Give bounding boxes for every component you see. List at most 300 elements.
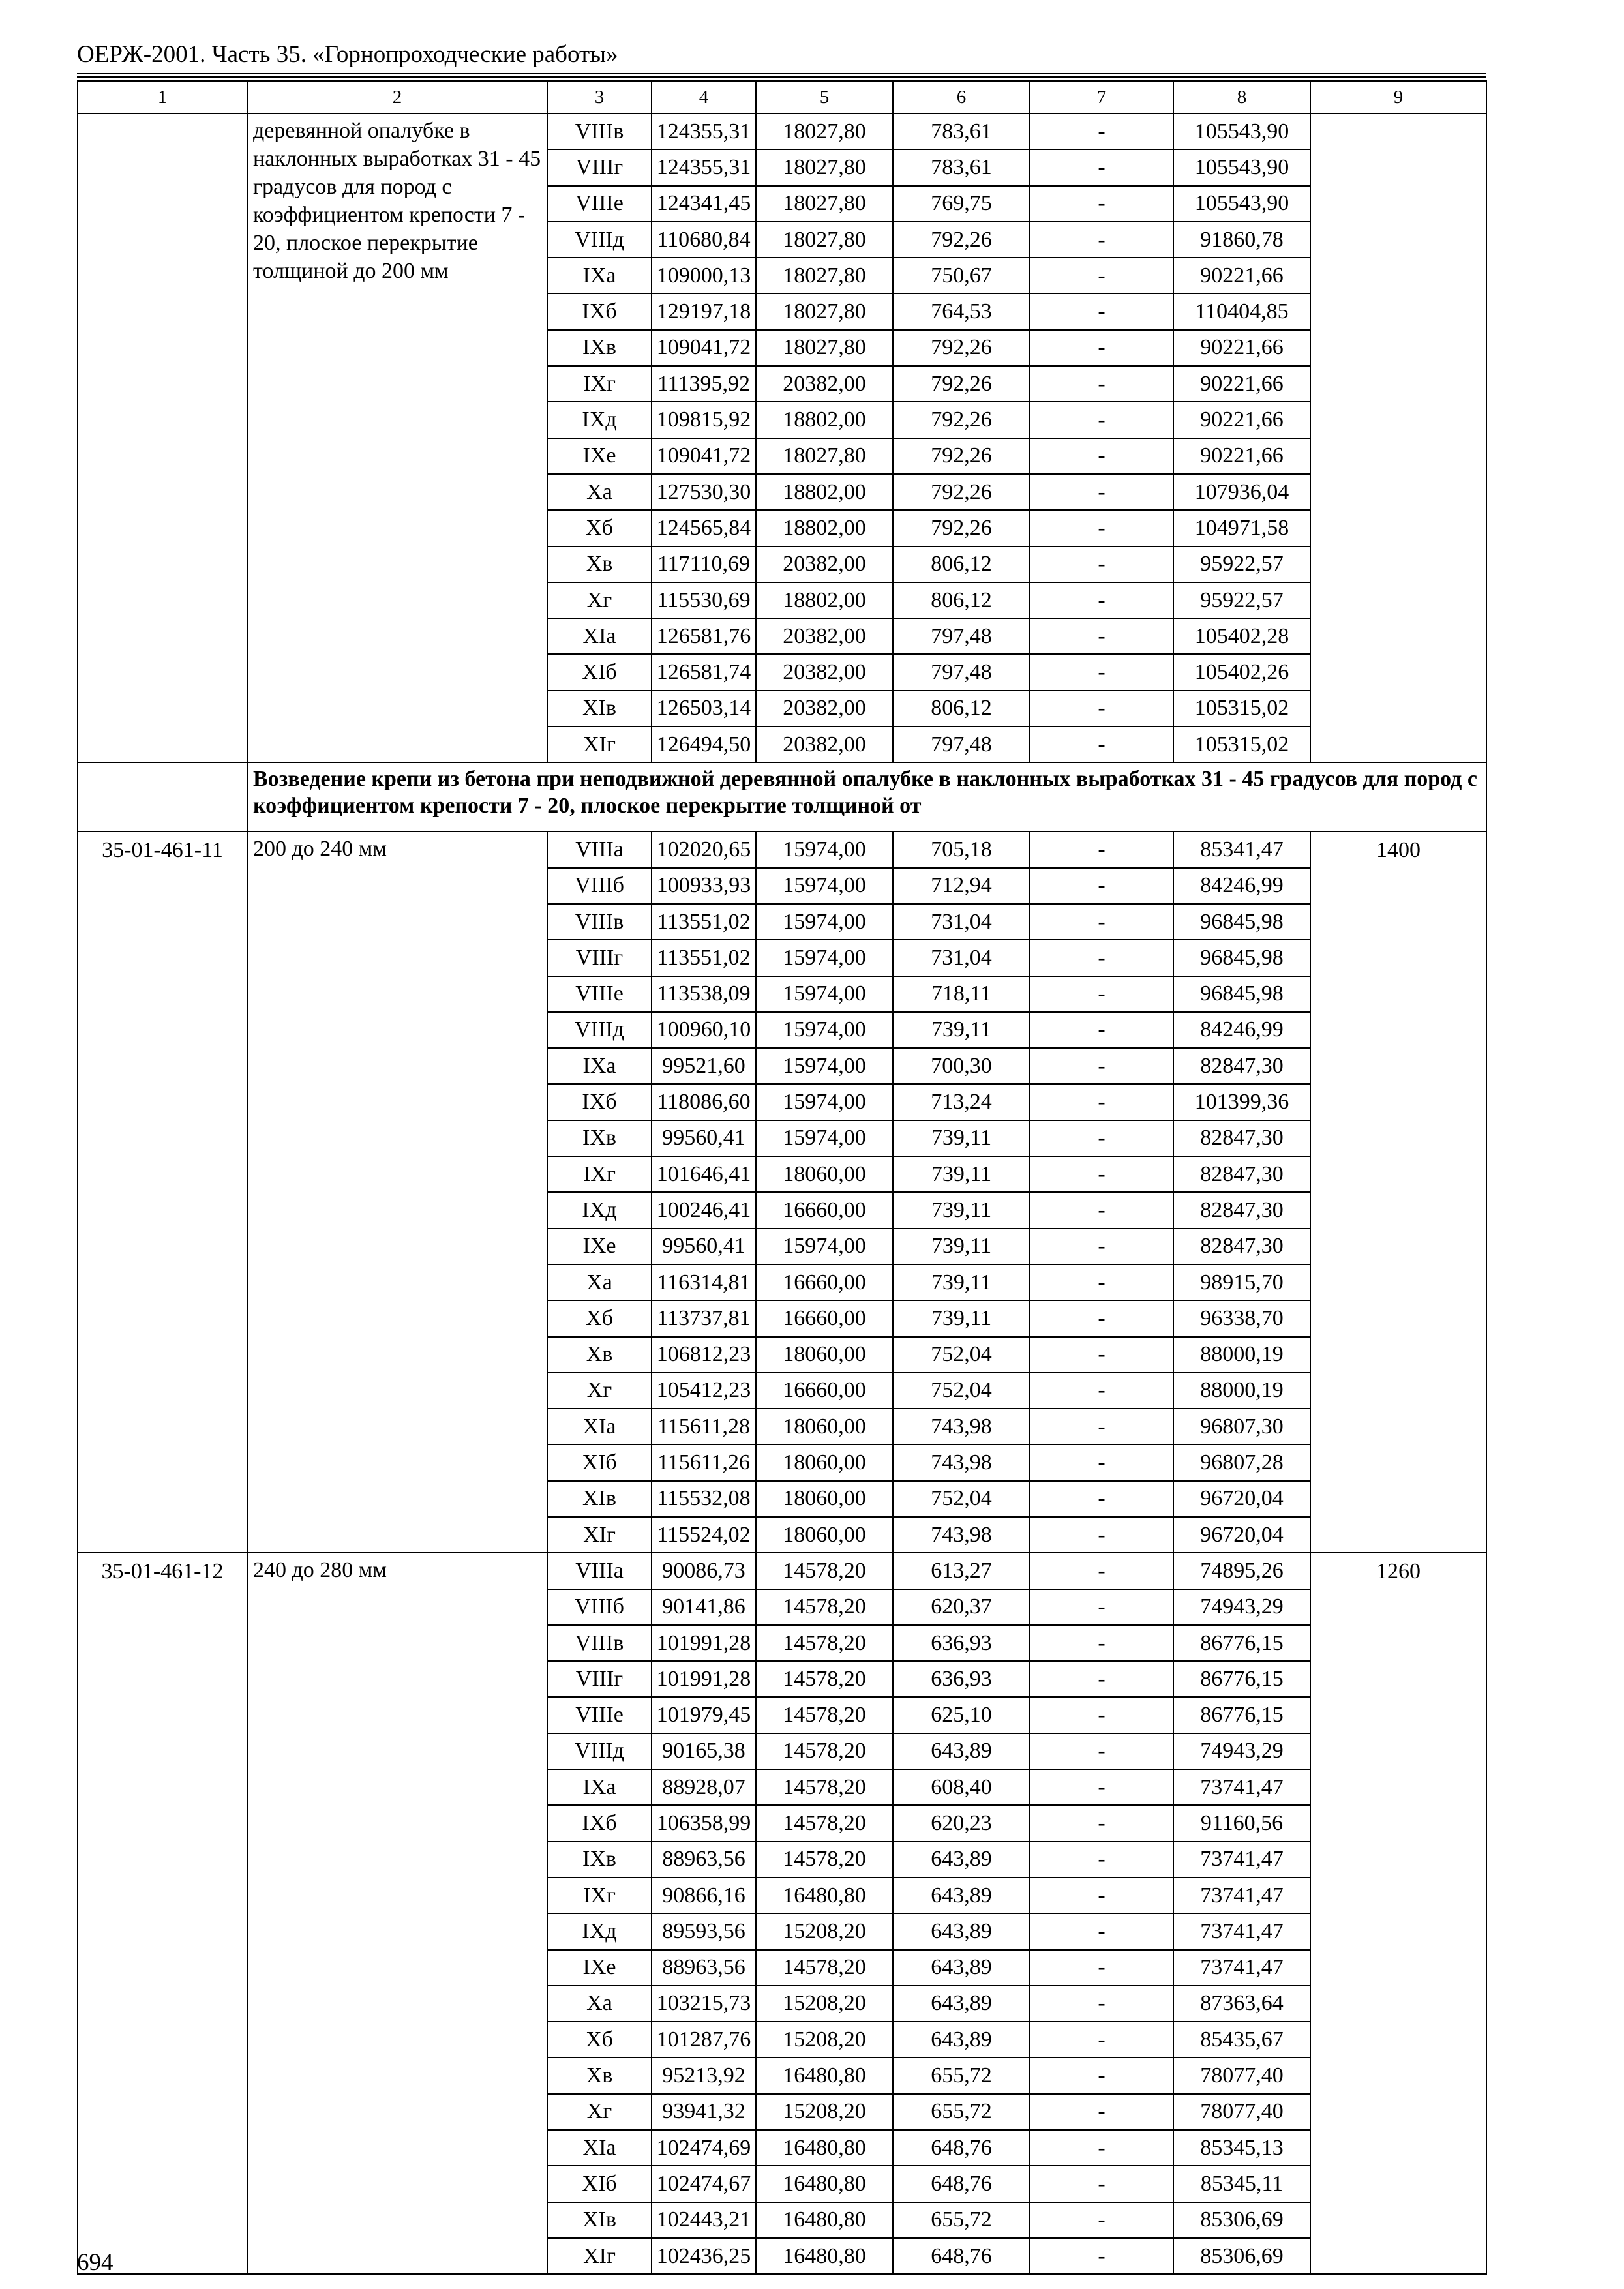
driver-wages-cell: -: [1030, 1444, 1173, 1480]
section-title: Возведение крепи из бетона при неподвижной деревянной опалубке в наклонных выработках 31 - 45 градусов для пород с коэффициентом крепости 7 - 20, плоское перекрытие толщиной от: [247, 762, 1486, 831]
materials-cost-cell: 96807,30: [1173, 1409, 1310, 1444]
driver-wages-cell: -: [1030, 1120, 1173, 1156]
rock-category-cell: IXб: [547, 1805, 652, 1841]
column-number-row: [78, 81, 1486, 113]
wages-cell: 14578,20: [756, 1842, 893, 1878]
machine-cost-cell: 792,26: [893, 438, 1030, 474]
rock-category-cell: Xг: [547, 1373, 652, 1409]
machine-cost-cell: 655,72: [893, 2094, 1030, 2130]
total-cost-cell: 126581,74: [652, 654, 756, 690]
rock-category-cell: XIа: [547, 618, 652, 654]
driver-wages-cell: -: [1030, 2057, 1173, 2093]
wages-cell: 16480,80: [756, 2130, 893, 2166]
total-cost-cell: 129197,18: [652, 293, 756, 329]
materials-cost-cell: 96845,98: [1173, 976, 1310, 1012]
materials-cost-cell: 95922,57: [1173, 582, 1310, 618]
machine-cost-cell: 743,98: [893, 1409, 1030, 1444]
rock-category-cell: VIIIе: [547, 186, 652, 222]
materials-cost-cell: 88000,19: [1173, 1373, 1310, 1409]
total-cost-cell: 90866,16: [652, 1878, 756, 1913]
total-cost-cell: 115530,69: [652, 582, 756, 618]
wages-cell: 18027,80: [756, 149, 893, 185]
wages-cell: 16660,00: [756, 1264, 893, 1300]
work-description: деревянной опалубке в наклонных выработках 31 - 45 градусов для пород с коэффициентом крепости 7 - 20, плоское перекрытие толщиной до 200 мм: [247, 113, 547, 762]
wages-cell: 18027,80: [756, 113, 893, 149]
wages-cell: 18802,00: [756, 510, 893, 546]
total-cost-cell: 101646,41: [652, 1156, 756, 1192]
rock-category-cell: VIIIд: [547, 1733, 652, 1769]
column-number: 5: [756, 81, 893, 113]
wages-cell: 20382,00: [756, 618, 893, 654]
machine-cost-cell: 648,76: [893, 2238, 1030, 2274]
materials-cost-cell: 98915,70: [1173, 1264, 1310, 1300]
wages-cell: 20382,00: [756, 366, 893, 402]
wages-cell: 16480,80: [756, 1878, 893, 1913]
materials-cost-cell: 105315,02: [1173, 726, 1310, 762]
rock-category-cell: VIIIе: [547, 976, 652, 1012]
wages-cell: 14578,20: [756, 1661, 893, 1697]
rock-category-cell: IXг: [547, 1156, 652, 1192]
materials-cost-cell: 82847,30: [1173, 1156, 1310, 1192]
materials-cost-cell: 90221,66: [1173, 258, 1310, 293]
rock-category-cell: XIб: [547, 2166, 652, 2202]
wages-cell: 18060,00: [756, 1156, 893, 1192]
rock-category-cell: Xб: [547, 1300, 652, 1336]
machine-cost-cell: 792,26: [893, 366, 1030, 402]
driver-wages-cell: -: [1030, 691, 1173, 726]
wages-cell: 16660,00: [756, 1192, 893, 1228]
materials-cost-cell: 104971,58: [1173, 510, 1310, 546]
driver-wages-cell: -: [1030, 149, 1173, 185]
wages-cell: 16480,80: [756, 2202, 893, 2238]
column-number: 2: [247, 81, 547, 113]
total-cost-cell: 102474,69: [652, 2130, 756, 2166]
machine-cost-cell: 783,61: [893, 113, 1030, 149]
wages-cell: 16660,00: [756, 1373, 893, 1409]
rock-category-cell: VIIIв: [547, 113, 652, 149]
driver-wages-cell: -: [1030, 2238, 1173, 2274]
rock-category-cell: IXд: [547, 1192, 652, 1228]
machine-cost-cell: 792,26: [893, 402, 1030, 438]
materials-cost-cell: 87363,64: [1173, 1986, 1310, 2022]
machine-cost-cell: 713,24: [893, 1084, 1030, 1120]
total-cost-cell: 124355,31: [652, 149, 756, 185]
driver-wages-cell: -: [1030, 546, 1173, 582]
materials-cost-cell: 96845,98: [1173, 940, 1310, 976]
machine-cost-cell: 643,89: [893, 2022, 1030, 2057]
wages-cell: 18060,00: [756, 1444, 893, 1480]
materials-cost-cell: 74943,29: [1173, 1733, 1310, 1769]
materials-cost-cell: 90221,66: [1173, 438, 1310, 474]
materials-cost-cell: 105402,28: [1173, 618, 1310, 654]
driver-wages-cell: -: [1030, 582, 1173, 618]
rock-category-cell: IXг: [547, 1878, 652, 1913]
rock-category-cell: IXе: [547, 438, 652, 474]
wages-cell: 18802,00: [756, 582, 893, 618]
total-cost-cell: 117110,69: [652, 546, 756, 582]
wages-cell: 15974,00: [756, 940, 893, 976]
machine-cost-cell: 643,89: [893, 1878, 1030, 1913]
wages-cell: 20382,00: [756, 726, 893, 762]
driver-wages-cell: -: [1030, 1012, 1173, 1048]
rock-category-cell: Xг: [547, 582, 652, 618]
total-cost-cell: 124565,84: [652, 510, 756, 546]
wages-cell: 18802,00: [756, 402, 893, 438]
machine-cost-cell: 700,30: [893, 1048, 1030, 1084]
materials-cost-cell: 82847,30: [1173, 1120, 1310, 1156]
total-cost-cell: 90165,38: [652, 1733, 756, 1769]
machine-cost-cell: 643,89: [893, 1842, 1030, 1878]
total-cost-cell: 109041,72: [652, 330, 756, 366]
machine-cost-cell: 769,75: [893, 186, 1030, 222]
driver-wages-cell: -: [1030, 330, 1173, 366]
driver-wages-cell: -: [1030, 293, 1173, 329]
wages-cell: 15974,00: [756, 1120, 893, 1156]
total-cost-cell: 126494,50: [652, 726, 756, 762]
machine-cost-cell: 613,27: [893, 1553, 1030, 1589]
materials-cost-cell: 82847,30: [1173, 1192, 1310, 1228]
wages-cell: 14578,20: [756, 1697, 893, 1733]
machine-cost-cell: 783,61: [893, 149, 1030, 185]
driver-wages-cell: -: [1030, 726, 1173, 762]
rock-category-cell: XIг: [547, 1517, 652, 1553]
wages-cell: 14578,20: [756, 1625, 893, 1661]
wages-cell: 14578,20: [756, 1553, 893, 1589]
driver-wages-cell: -: [1030, 1264, 1173, 1300]
wages-cell: 18027,80: [756, 222, 893, 258]
rock-category-cell: Xг: [547, 2094, 652, 2130]
rock-category-cell: IXб: [547, 293, 652, 329]
total-cost-cell: 90141,86: [652, 1589, 756, 1625]
rock-category-cell: XIб: [547, 654, 652, 690]
driver-wages-cell: -: [1030, 976, 1173, 1012]
rock-category-cell: VIIIб: [547, 1589, 652, 1625]
rock-category-cell: XIб: [547, 1444, 652, 1480]
total-cost-cell: 111395,92: [652, 366, 756, 402]
driver-wages-cell: -: [1030, 1589, 1173, 1625]
rock-category-cell: Xв: [547, 2057, 652, 2093]
wages-cell: 15208,20: [756, 2094, 893, 2130]
wages-cell: 15974,00: [756, 976, 893, 1012]
machine-cost-cell: 643,89: [893, 1950, 1030, 1986]
wages-cell: 16480,80: [756, 2166, 893, 2202]
rock-category-cell: IXв: [547, 1842, 652, 1878]
machine-cost-cell: 608,40: [893, 1769, 1030, 1805]
rock-category-cell: XIа: [547, 2130, 652, 2166]
machine-cost-cell: 731,04: [893, 940, 1030, 976]
wages-cell: 15208,20: [756, 1986, 893, 2022]
total-cost-cell: 110680,84: [652, 222, 756, 258]
section-code-cell: [78, 762, 247, 831]
machine-cost-cell: 705,18: [893, 831, 1030, 867]
machine-cost-cell: 620,23: [893, 1805, 1030, 1841]
wages-cell: 18802,00: [756, 474, 893, 510]
machine-cost-cell: 792,26: [893, 222, 1030, 258]
total-cost-cell: 90086,73: [652, 1553, 756, 1589]
rock-category-cell: IXв: [547, 1120, 652, 1156]
rock-category-cell: VIIIг: [547, 149, 652, 185]
materials-cost-cell: 91160,56: [1173, 1805, 1310, 1841]
driver-wages-cell: -: [1030, 1409, 1173, 1444]
materials-cost-cell: 85345,13: [1173, 2130, 1310, 2166]
rate-code: 35-01-461-12: [78, 1553, 247, 2274]
driver-wages-cell: -: [1030, 438, 1173, 474]
machine-cost-cell: 643,89: [893, 1986, 1030, 2022]
machine-cost-cell: 648,76: [893, 2166, 1030, 2202]
driver-wages-cell: -: [1030, 2094, 1173, 2130]
total-cost-cell: 88963,56: [652, 1842, 756, 1878]
materials-cost-cell: 96807,28: [1173, 1444, 1310, 1480]
rock-category-cell: VIIIе: [547, 1697, 652, 1733]
total-cost-cell: 101979,45: [652, 1697, 756, 1733]
total-cost-cell: 100246,41: [652, 1192, 756, 1228]
machine-cost-cell: 739,11: [893, 1120, 1030, 1156]
total-cost-cell: 100960,10: [652, 1012, 756, 1048]
driver-wages-cell: -: [1030, 1048, 1173, 1084]
wages-cell: 18027,80: [756, 330, 893, 366]
total-cost-cell: 102020,65: [652, 831, 756, 867]
driver-wages-cell: -: [1030, 1625, 1173, 1661]
wages-cell: 16480,80: [756, 2238, 893, 2274]
driver-wages-cell: -: [1030, 222, 1173, 258]
driver-wages-cell: -: [1030, 113, 1173, 149]
materials-cost-cell: 96720,04: [1173, 1517, 1310, 1553]
machine-cost-cell: 797,48: [893, 618, 1030, 654]
wages-cell: 18027,80: [756, 438, 893, 474]
labor-cost-cell: [1310, 113, 1486, 762]
driver-wages-cell: -: [1030, 1337, 1173, 1373]
machine-cost-cell: 739,11: [893, 1264, 1030, 1300]
wages-cell: 18027,80: [756, 258, 893, 293]
wages-cell: 15974,00: [756, 1012, 893, 1048]
total-cost-cell: 106812,23: [652, 1337, 756, 1373]
materials-cost-cell: 85306,69: [1173, 2238, 1310, 2274]
machine-cost-cell: 743,98: [893, 1444, 1030, 1480]
total-cost-cell: 113737,81: [652, 1300, 756, 1336]
column-number: 4: [652, 81, 756, 113]
wages-cell: 15974,00: [756, 1084, 893, 1120]
rock-category-cell: XIв: [547, 691, 652, 726]
driver-wages-cell: -: [1030, 1229, 1173, 1264]
total-cost-cell: 116314,81: [652, 1264, 756, 1300]
materials-cost-cell: 85306,69: [1173, 2202, 1310, 2238]
rock-category-cell: VIIIд: [547, 222, 652, 258]
machine-cost-cell: 792,26: [893, 474, 1030, 510]
total-cost-cell: 115611,26: [652, 1444, 756, 1480]
driver-wages-cell: -: [1030, 2166, 1173, 2202]
rock-category-cell: XIг: [547, 726, 652, 762]
total-cost-cell: 126503,14: [652, 691, 756, 726]
wages-cell: 15974,00: [756, 868, 893, 904]
total-cost-cell: 113538,09: [652, 976, 756, 1012]
rock-category-cell: IXд: [547, 1913, 652, 1949]
materials-cost-cell: 88000,19: [1173, 1337, 1310, 1373]
driver-wages-cell: -: [1030, 1805, 1173, 1841]
materials-cost-cell: 105543,90: [1173, 113, 1310, 149]
machine-cost-cell: 739,11: [893, 1192, 1030, 1228]
driver-wages-cell: -: [1030, 2130, 1173, 2166]
rock-category-cell: XIа: [547, 1409, 652, 1444]
wages-cell: 14578,20: [756, 1805, 893, 1841]
column-number: 6: [893, 81, 1030, 113]
materials-cost-cell: 105402,26: [1173, 654, 1310, 690]
driver-wages-cell: -: [1030, 1697, 1173, 1733]
rock-category-cell: IXа: [547, 1048, 652, 1084]
rock-category-cell: Xб: [547, 510, 652, 546]
column-number: 9: [1310, 81, 1486, 113]
materials-cost-cell: 96338,70: [1173, 1300, 1310, 1336]
machine-cost-cell: 792,26: [893, 510, 1030, 546]
rock-category-cell: IXб: [547, 1084, 652, 1120]
price-table: [77, 80, 1487, 2275]
materials-cost-cell: 73741,47: [1173, 1842, 1310, 1878]
wages-cell: 15974,00: [756, 1048, 893, 1084]
total-cost-cell: 124341,45: [652, 186, 756, 222]
materials-cost-cell: 101399,36: [1173, 1084, 1310, 1120]
materials-cost-cell: 105543,90: [1173, 186, 1310, 222]
materials-cost-cell: 84246,99: [1173, 868, 1310, 904]
total-cost-cell: 102474,67: [652, 2166, 756, 2202]
materials-cost-cell: 91860,78: [1173, 222, 1310, 258]
total-cost-cell: 95213,92: [652, 2057, 756, 2093]
driver-wages-cell: -: [1030, 1842, 1173, 1878]
rock-category-cell: IXв: [547, 330, 652, 366]
machine-cost-cell: 797,48: [893, 726, 1030, 762]
machine-cost-cell: 752,04: [893, 1481, 1030, 1517]
machine-cost-cell: 739,11: [893, 1300, 1030, 1336]
machine-cost-cell: 806,12: [893, 582, 1030, 618]
column-number: 7: [1030, 81, 1173, 113]
table-row: [78, 831, 1486, 867]
materials-cost-cell: 82847,30: [1173, 1229, 1310, 1264]
machine-cost-cell: 806,12: [893, 546, 1030, 582]
rock-category-cell: IXе: [547, 1950, 652, 1986]
rock-category-cell: VIIIв: [547, 904, 652, 940]
machine-cost-cell: 712,94: [893, 868, 1030, 904]
wages-cell: 16660,00: [756, 1300, 893, 1336]
total-cost-cell: 115532,08: [652, 1481, 756, 1517]
materials-cost-cell: 84246,99: [1173, 1012, 1310, 1048]
rock-category-cell: VIIIа: [547, 831, 652, 867]
materials-cost-cell: 85435,67: [1173, 2022, 1310, 2057]
materials-cost-cell: 73741,47: [1173, 1913, 1310, 1949]
wages-cell: 14578,20: [756, 1769, 893, 1805]
materials-cost-cell: 78077,40: [1173, 2057, 1310, 2093]
machine-cost-cell: 625,10: [893, 1697, 1030, 1733]
table-row: [78, 1553, 1486, 1589]
machine-cost-cell: 655,72: [893, 2202, 1030, 2238]
rock-category-cell: IXд: [547, 402, 652, 438]
rock-category-cell: Xв: [547, 546, 652, 582]
running-header: ОЕРЖ-2001. Часть 35. «Горнопроходческие работы»: [77, 41, 618, 68]
work-description: 200 до 240 мм: [247, 831, 547, 1553]
machine-cost-cell: 792,26: [893, 330, 1030, 366]
materials-cost-cell: 74895,26: [1173, 1553, 1310, 1589]
machine-cost-cell: 739,11: [893, 1156, 1030, 1192]
driver-wages-cell: -: [1030, 904, 1173, 940]
driver-wages-cell: -: [1030, 1733, 1173, 1769]
rate-code: 35-01-461-11: [78, 831, 247, 1553]
wages-cell: 20382,00: [756, 654, 893, 690]
rock-category-cell: IXг: [547, 366, 652, 402]
work-description: 240 до 280 мм: [247, 1553, 547, 2274]
wages-cell: 18060,00: [756, 1337, 893, 1373]
rock-category-cell: VIIIг: [547, 940, 652, 976]
driver-wages-cell: -: [1030, 1084, 1173, 1120]
rock-category-cell: IXе: [547, 1229, 652, 1264]
machine-cost-cell: 752,04: [893, 1337, 1030, 1373]
wages-cell: 16480,80: [756, 2057, 893, 2093]
rock-category-cell: XIв: [547, 2202, 652, 2238]
header-rule: [77, 76, 1486, 78]
total-cost-cell: 102436,25: [652, 2238, 756, 2274]
machine-cost-cell: 797,48: [893, 654, 1030, 690]
rock-category-cell: Xб: [547, 2022, 652, 2057]
materials-cost-cell: 85345,11: [1173, 2166, 1310, 2202]
materials-cost-cell: 73741,47: [1173, 1878, 1310, 1913]
total-cost-cell: 106358,99: [652, 1805, 756, 1841]
driver-wages-cell: -: [1030, 1192, 1173, 1228]
driver-wages-cell: -: [1030, 1300, 1173, 1336]
machine-cost-cell: 739,11: [893, 1012, 1030, 1048]
driver-wages-cell: -: [1030, 1517, 1173, 1553]
driver-wages-cell: -: [1030, 258, 1173, 293]
materials-cost-cell: 90221,66: [1173, 402, 1310, 438]
driver-wages-cell: -: [1030, 2202, 1173, 2238]
column-number: 8: [1173, 81, 1310, 113]
rock-category-cell: VIIIд: [547, 1012, 652, 1048]
machine-cost-cell: 636,93: [893, 1625, 1030, 1661]
total-cost-cell: 127530,30: [652, 474, 756, 510]
total-cost-cell: 99521,60: [652, 1048, 756, 1084]
total-cost-cell: 109041,72: [652, 438, 756, 474]
rock-category-cell: Xа: [547, 1986, 652, 2022]
machine-cost-cell: 743,98: [893, 1517, 1030, 1553]
materials-cost-cell: 73741,47: [1173, 1950, 1310, 1986]
wages-cell: 14578,20: [756, 1733, 893, 1769]
total-cost-cell: 93941,32: [652, 2094, 756, 2130]
driver-wages-cell: -: [1030, 1156, 1173, 1192]
materials-cost-cell: 105315,02: [1173, 691, 1310, 726]
rock-category-cell: VIIIа: [547, 1553, 652, 1589]
total-cost-cell: 113551,02: [652, 940, 756, 976]
driver-wages-cell: -: [1030, 831, 1173, 867]
rock-category-cell: VIIIв: [547, 1625, 652, 1661]
rock-category-cell: XIг: [547, 2238, 652, 2274]
total-cost-cell: 101991,28: [652, 1661, 756, 1697]
materials-cost-cell: 74943,29: [1173, 1589, 1310, 1625]
materials-cost-cell: 85341,47: [1173, 831, 1310, 867]
materials-cost-cell: 73741,47: [1173, 1769, 1310, 1805]
machine-cost-cell: 739,11: [893, 1229, 1030, 1264]
labor-cost-cell: 1260: [1310, 1553, 1486, 2274]
wages-cell: 15974,00: [756, 1229, 893, 1264]
rock-category-cell: Xа: [547, 1264, 652, 1300]
driver-wages-cell: -: [1030, 474, 1173, 510]
wages-cell: 20382,00: [756, 546, 893, 582]
driver-wages-cell: -: [1030, 1878, 1173, 1913]
rock-category-cell: VIIIб: [547, 868, 652, 904]
wages-cell: 15974,00: [756, 904, 893, 940]
rate-code: [78, 113, 247, 762]
total-cost-cell: 115611,28: [652, 1409, 756, 1444]
total-cost-cell: 99560,41: [652, 1229, 756, 1264]
machine-cost-cell: 655,72: [893, 2057, 1030, 2093]
driver-wages-cell: -: [1030, 940, 1173, 976]
driver-wages-cell: -: [1030, 618, 1173, 654]
materials-cost-cell: 96845,98: [1173, 904, 1310, 940]
total-cost-cell: 126581,76: [652, 618, 756, 654]
